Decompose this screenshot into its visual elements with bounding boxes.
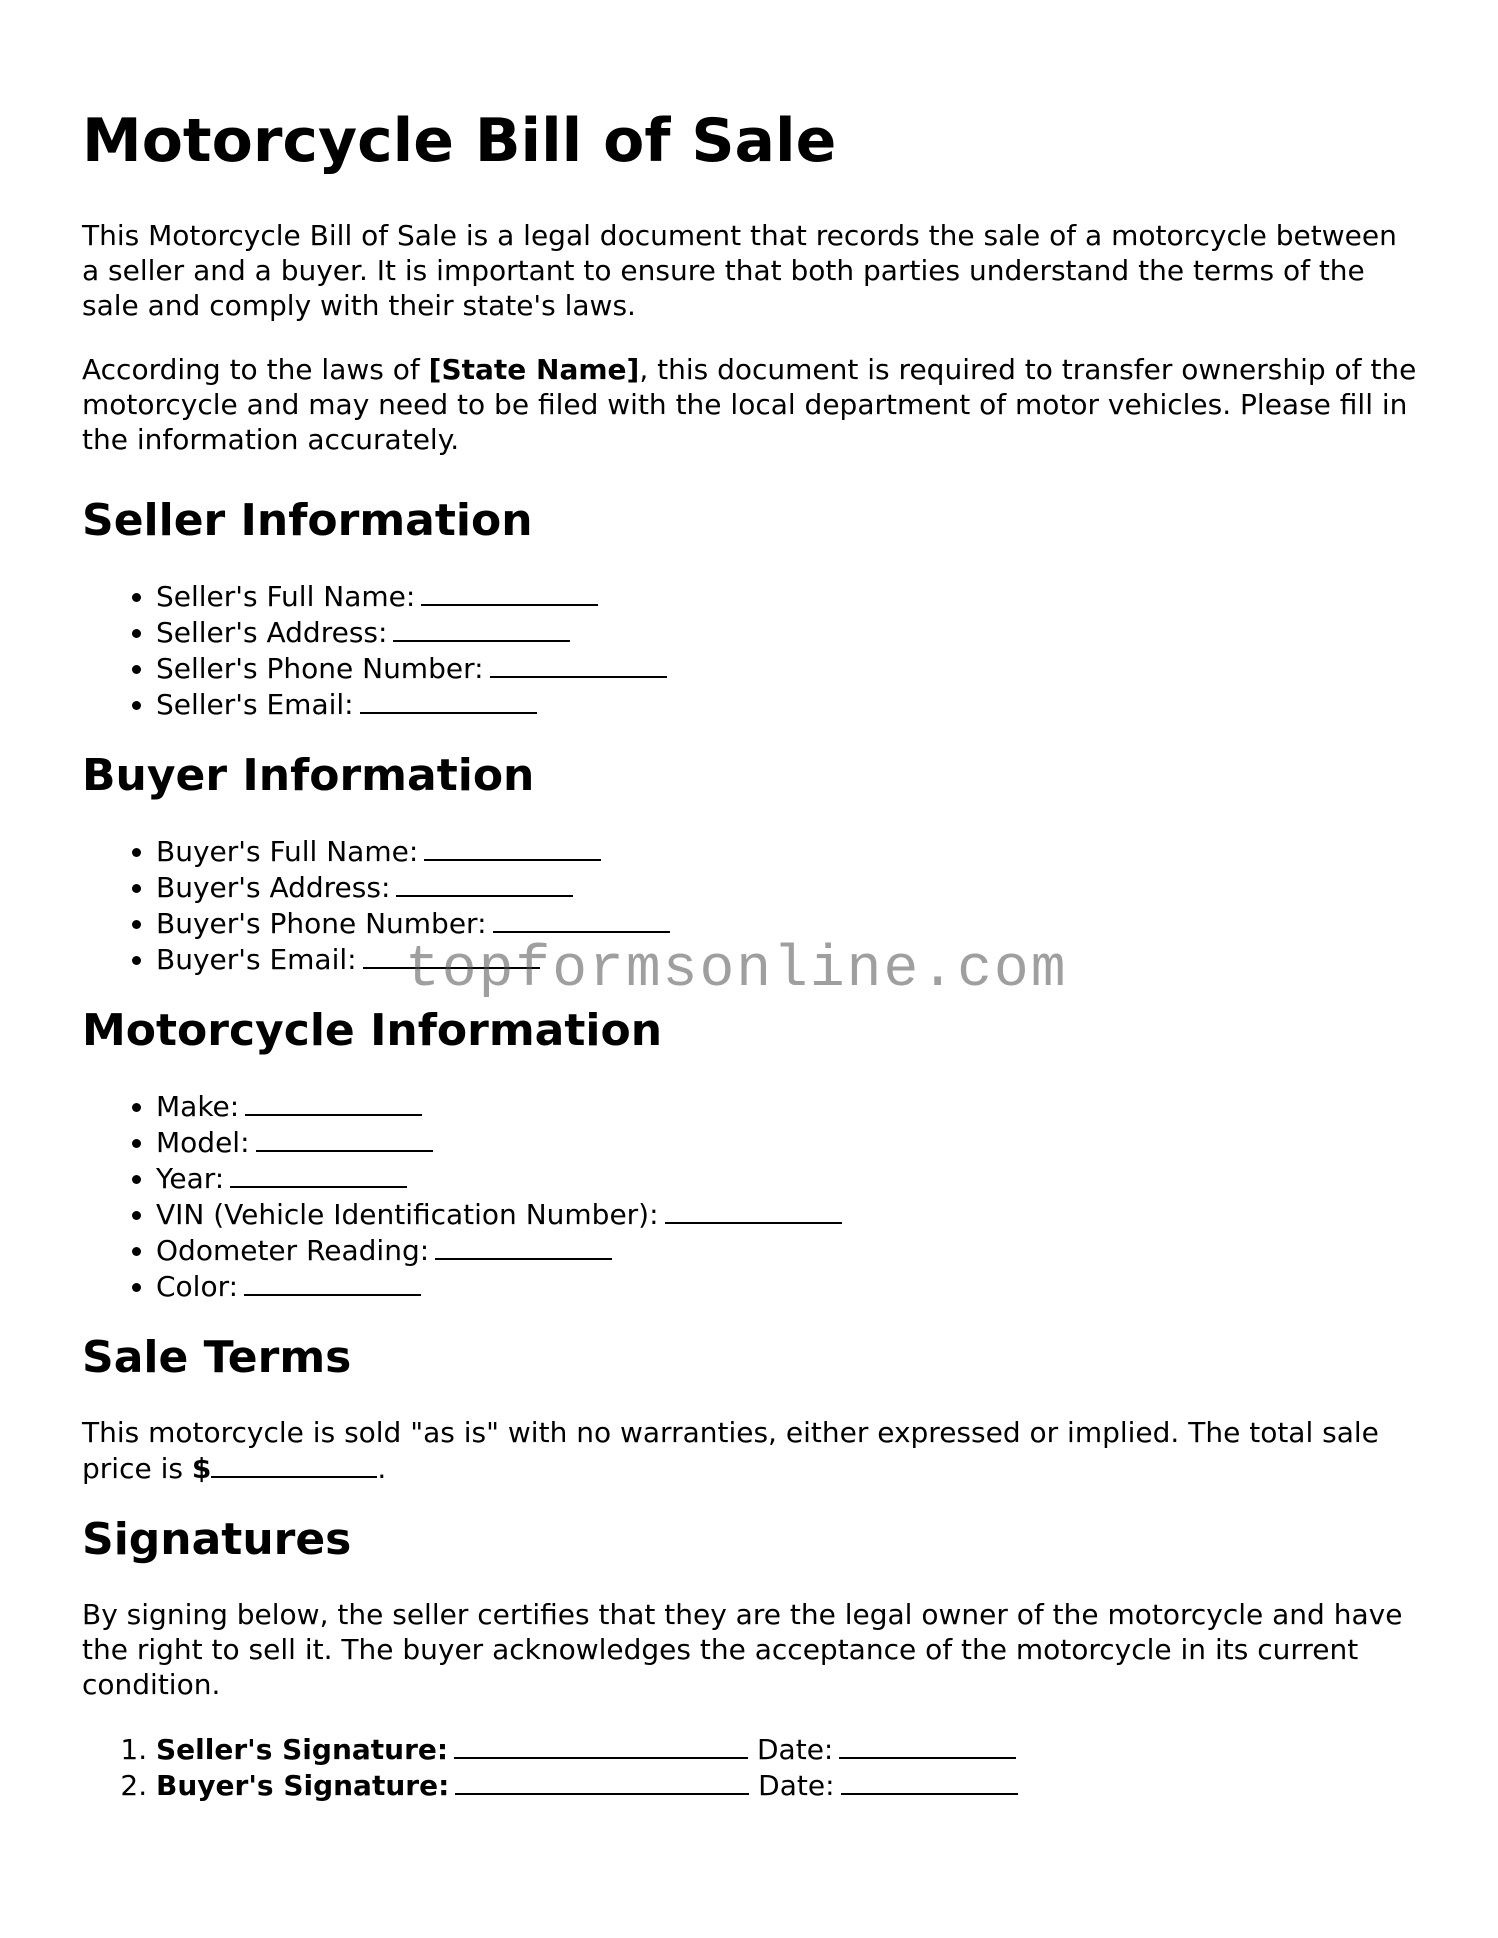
- field-label: Seller's Address:: [156, 616, 388, 649]
- buyer-name-blank[interactable]: [424, 833, 601, 861]
- signatures-paragraph: By signing below, the seller certifies that they are the legal owner of the motorcycle and have the right to sell it. The buyer acknowledges the acceptance of the motorcycle in its current condition.: [82, 1598, 1403, 1701]
- terms-text: This motorcycle is sold "as is" with no warranties, either expressed or implied. The total sale price is: [82, 1416, 1379, 1485]
- field-label: Buyer's Address:: [156, 871, 391, 904]
- intro-text-after: , this document is required to transfer ownership of the motorcycle and may need to be filed with the local department of motor vehicles. Please fill in the information accurately.: [82, 353, 1417, 456]
- field-label: Buyer's Phone Number:: [156, 907, 487, 940]
- buyer-phone-blank[interactable]: [493, 905, 670, 933]
- seller-date-blank[interactable]: [839, 1731, 1016, 1759]
- terms-text-end: .: [377, 1452, 387, 1485]
- list-item: [156, 1731, 1422, 1767]
- seller-address-blank[interactable]: [393, 614, 570, 642]
- buyer-address-blank[interactable]: [396, 869, 573, 897]
- list-item: [156, 1124, 1422, 1160]
- field-label: Buyer's Email:: [156, 943, 357, 976]
- field-label: Model:: [156, 1126, 250, 1159]
- list-item: [156, 1232, 1422, 1268]
- sale-terms-heading: Sale Terms: [82, 1332, 352, 1383]
- seller-signature-blank[interactable]: [454, 1731, 748, 1759]
- list-item: [156, 578, 1422, 614]
- buyer-heading: Buyer Information: [82, 750, 535, 801]
- motorcycle-heading: Motorcycle Information: [82, 1005, 663, 1056]
- price-symbol: $: [191, 1452, 212, 1485]
- seller-email-blank[interactable]: [360, 686, 537, 714]
- buyer-date-blank[interactable]: [841, 1767, 1018, 1795]
- document-title: Motorcycle Bill of Sale: [82, 106, 837, 176]
- buyer-email-blank[interactable]: [363, 941, 540, 969]
- year-blank[interactable]: [230, 1160, 407, 1188]
- odometer-blank[interactable]: [435, 1232, 612, 1260]
- field-label: Odometer Reading:: [156, 1234, 430, 1267]
- seller-heading: Seller Information: [82, 495, 533, 546]
- field-label: Make:: [156, 1090, 240, 1123]
- list-item: [156, 941, 1422, 977]
- signature-label: Buyer's Signature:: [156, 1769, 450, 1802]
- motorcycle-list: [82, 1088, 1422, 1304]
- date-label: Date:: [757, 1733, 834, 1766]
- list-item: [156, 1160, 1422, 1196]
- date-label: Date:: [758, 1769, 835, 1802]
- buyer-list: [82, 833, 1422, 977]
- list-item: [156, 650, 1422, 686]
- list-item: [156, 869, 1422, 905]
- seller-phone-blank[interactable]: [490, 650, 667, 678]
- intro-text-before: According to the laws of: [82, 353, 429, 386]
- list-item: [156, 686, 1422, 722]
- list-item: [156, 614, 1422, 650]
- list-item: [156, 1767, 1422, 1803]
- sale-price-blank[interactable]: [211, 1450, 377, 1478]
- field-label: Seller's Phone Number:: [156, 652, 484, 685]
- state-name-placeholder: [State Name]: [428, 353, 640, 386]
- field-label: Buyer's Full Name:: [156, 835, 419, 868]
- document-page: [82, 0, 1422, 1803]
- intro-paragraph-2: [82, 352, 1422, 457]
- field-label: Seller's Email:: [156, 688, 354, 721]
- list-item: [156, 1196, 1422, 1232]
- buyer-signature-blank[interactable]: [455, 1767, 749, 1795]
- field-label: Seller's Full Name:: [156, 580, 416, 613]
- field-label: Color:: [156, 1270, 239, 1303]
- signature-label: Seller's Signature:: [156, 1733, 449, 1766]
- field-label: Year:: [156, 1162, 225, 1195]
- list-item: [156, 1268, 1422, 1304]
- list-item: [156, 905, 1422, 941]
- sale-terms-paragraph: [82, 1415, 1422, 1486]
- field-label: VIN (Vehicle Identification Number):: [156, 1198, 659, 1231]
- model-blank[interactable]: [256, 1124, 433, 1152]
- signatures-list: [82, 1731, 1422, 1803]
- signatures-heading: Signatures: [82, 1514, 352, 1565]
- list-item: [156, 833, 1422, 869]
- watermark: topformsonline.com: [405, 938, 1068, 1003]
- list-item: [156, 1088, 1422, 1124]
- seller-list: [82, 578, 1422, 722]
- intro-paragraph-1: This Motorcycle Bill of Sale is a legal document that records the sale of a motorcycle between a seller and a buyer. It is important to ensure that both parties understand the terms of the sale and comply with their state's laws.: [82, 219, 1397, 322]
- vin-blank[interactable]: [665, 1196, 842, 1224]
- color-blank[interactable]: [244, 1268, 421, 1296]
- seller-name-blank[interactable]: [421, 578, 598, 606]
- make-blank[interactable]: [245, 1088, 422, 1116]
